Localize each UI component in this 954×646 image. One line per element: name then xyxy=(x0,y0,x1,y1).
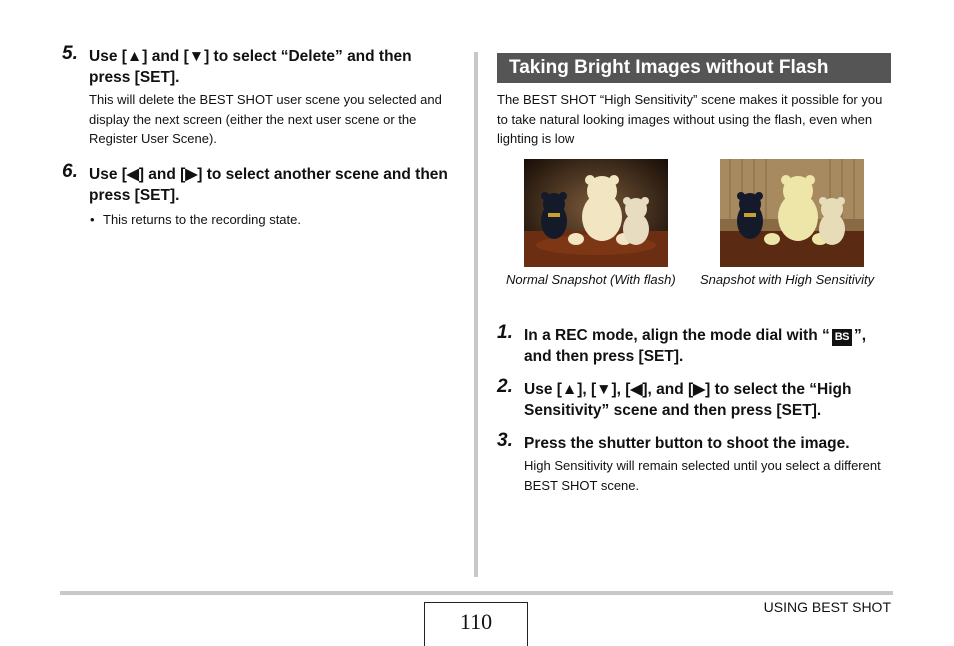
step-number: 3. xyxy=(497,430,513,451)
right-steps xyxy=(497,322,891,495)
step-title: Use [▲] and [▼] to select “Delete” and then press [SET]. xyxy=(89,48,412,86)
photo-normal-snapshot xyxy=(524,159,668,267)
column-divider xyxy=(474,52,478,577)
section-label: USING BEST SHOT xyxy=(763,599,891,615)
intro-paragraph: The BEST SHOT “High Sensitivity” scene makes it possible for you to take natural looking images without using the flash, even when lighting is low xyxy=(497,92,883,146)
step-number: 2. xyxy=(497,376,513,397)
section-heading: Taking Bright Images without Flash xyxy=(497,53,891,83)
step-3 xyxy=(497,430,891,495)
teddy-bears-flash-image xyxy=(524,159,668,267)
step-body: This will delete the BEST SHOT user scene you selected and display the next screen (either the next user scene or the Register User Scene). xyxy=(89,92,442,146)
right-column xyxy=(497,53,891,149)
photo-caption-high-sensitivity: Snapshot with High Sensitivity xyxy=(700,272,875,287)
step-title: Use [▲], [▼], [◀], and [▶] to select the “High Sensitivity” scene and then press [SET]. xyxy=(524,381,852,419)
step-title xyxy=(524,325,891,367)
step-title: Use [◀] and [▶] to select another scene and then press [SET]. xyxy=(89,165,448,204)
bullet-item: • This returns to the recording state. xyxy=(89,210,452,229)
step-number: 1. xyxy=(497,322,513,343)
step-5 xyxy=(62,43,452,149)
left-column xyxy=(62,43,452,229)
teddy-bears-high-sensitivity-image xyxy=(720,159,864,267)
step-6 xyxy=(62,160,452,229)
step-title-part: In a REC mode, align the mode dial with “ xyxy=(524,327,830,344)
step-2 xyxy=(497,376,891,421)
step-number: 6. xyxy=(62,160,78,182)
footer-rule xyxy=(60,591,893,595)
step-title: Press the shutter button to shoot the image. xyxy=(524,435,850,452)
step-1 xyxy=(497,322,891,367)
step-title-part: ”, and then press [SET]. xyxy=(524,327,867,365)
step-body: High Sensitivity will remain selected until you select a different BEST SHOT scene. xyxy=(524,458,881,493)
photo-caption-normal: Normal Snapshot (With flash) xyxy=(506,272,676,287)
page-number: 110 xyxy=(424,602,528,646)
step-number: 5. xyxy=(62,43,78,64)
best-shot-icon: BS xyxy=(832,329,852,346)
photo-high-sensitivity xyxy=(720,159,864,267)
